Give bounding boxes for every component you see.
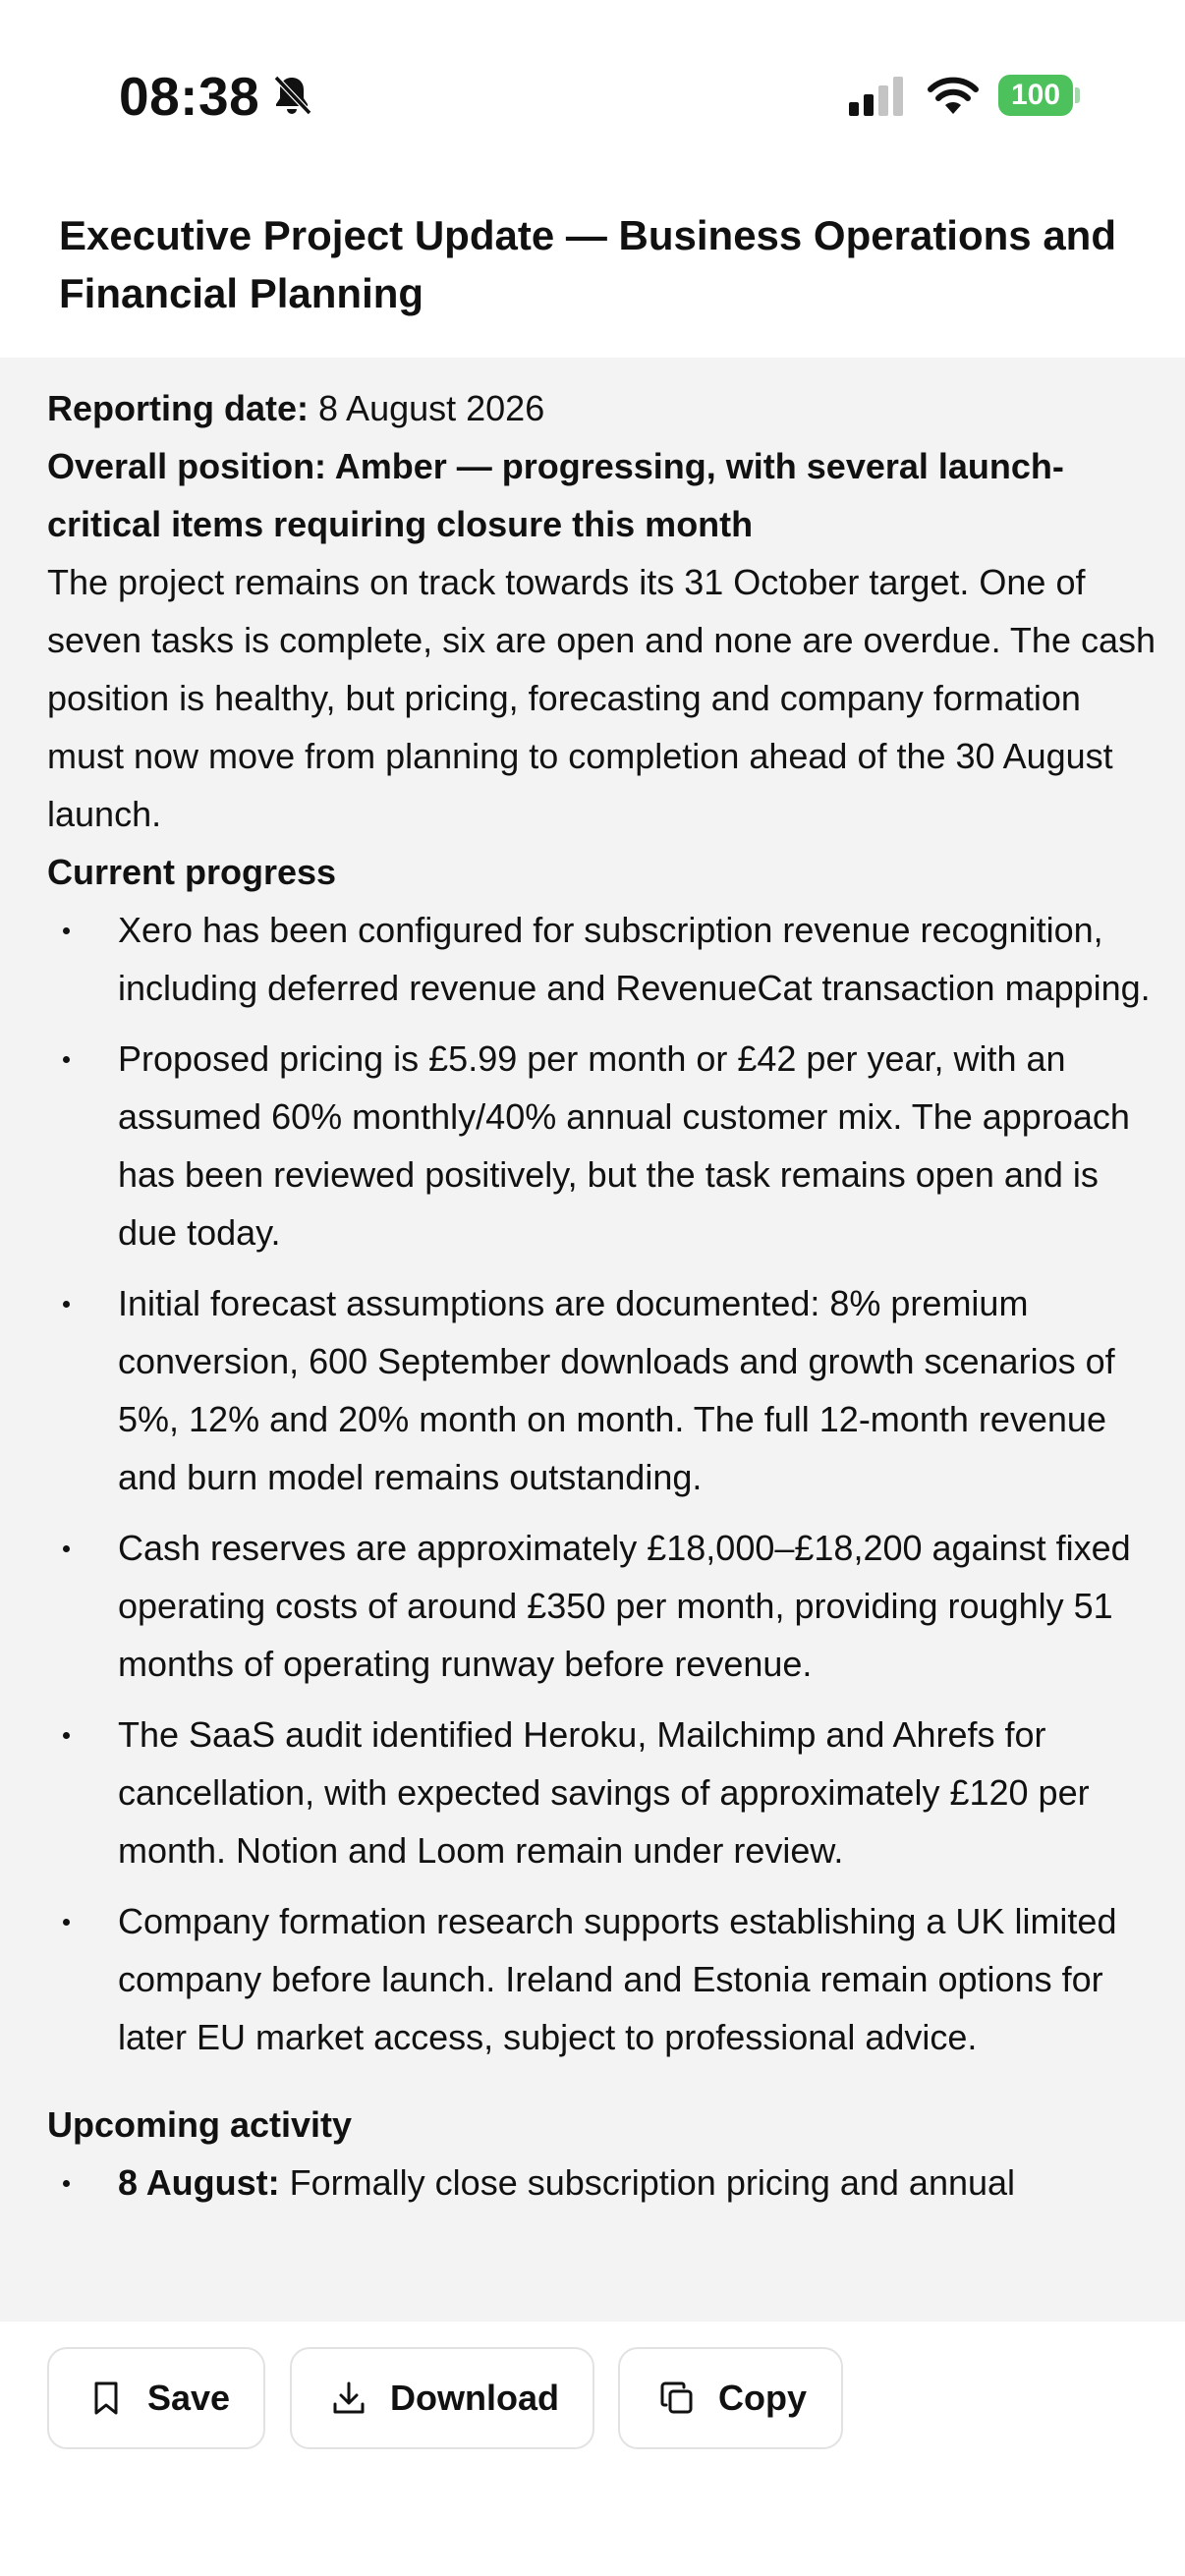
upcoming-date: 8 August: bbox=[118, 2162, 280, 2203]
reporting-date-value: 8 August 2026 bbox=[318, 388, 545, 428]
save-button-label: Save bbox=[147, 2378, 231, 2418]
bottom-toolbar bbox=[0, 2322, 1185, 2576]
bullet-icon bbox=[63, 1301, 70, 1308]
list-item bbox=[47, 901, 1157, 1017]
current-progress-heading: Current progress bbox=[47, 852, 337, 892]
list-item bbox=[47, 1892, 1157, 2066]
overall-position: Overall position: Amber — progressing, with several launch-critical items requiring closure this month bbox=[47, 446, 1064, 544]
bullet-icon bbox=[63, 1056, 70, 1063]
list-item bbox=[47, 1274, 1157, 1506]
bell-slash-icon bbox=[268, 72, 315, 119]
list-item-text: Xero has been configured for subscription revenue recognition, including deferred revenue and RevenueCat transaction mapping. bbox=[118, 910, 1151, 1008]
bookmark-icon bbox=[86, 2379, 126, 2418]
header bbox=[0, 187, 1185, 358]
status-bar bbox=[0, 0, 1185, 187]
list-item bbox=[47, 1519, 1157, 1693]
reporting-date bbox=[47, 379, 1157, 437]
cellular-signal-icon bbox=[849, 77, 908, 116]
report-content[interactable] bbox=[0, 358, 1185, 2322]
current-progress-list bbox=[47, 901, 1157, 2066]
battery-cap bbox=[1075, 87, 1080, 103]
battery-icon bbox=[998, 75, 1081, 116]
bullet-icon bbox=[63, 2180, 70, 2187]
list-item bbox=[47, 1706, 1157, 1879]
save-button[interactable] bbox=[47, 2347, 265, 2449]
upcoming-activity-heading: Upcoming activity bbox=[47, 2104, 353, 2145]
bullet-icon bbox=[63, 927, 70, 934]
list-item-text: Initial forecast assumptions are documented: 8% premium conversion, 600 September downloads and growth scenarios of 5%, 12% and 20% month on month. The full 12-month revenue and burn model remains outstanding. bbox=[118, 1283, 1115, 1497]
list-item bbox=[47, 1030, 1157, 1261]
download-icon bbox=[329, 2379, 368, 2418]
copy-button[interactable] bbox=[618, 2347, 843, 2449]
list-item-text: Formally close subscription pricing and annual bbox=[289, 2162, 1016, 2203]
list-item-text: The SaaS audit identified Heroku, Mailchimp and Ahrefs for cancellation, with expected savings of approximately £120 per month. Notion and Loom remain under review. bbox=[118, 1714, 1090, 1871]
page-title: Executive Project Update — Business Operations and Financial Planning bbox=[59, 212, 1116, 316]
list-item bbox=[47, 2154, 1157, 2212]
reporting-date-label: Reporting date: bbox=[47, 388, 309, 428]
summary-paragraph: The project remains on track towards its 31 October target. One of seven tasks is complete, six are open and none are overdue. The cash position is healthy, but pricing, forecasting and company formation must now move from planning to completion ahead of the 30 August launch. bbox=[47, 562, 1157, 834]
wifi-icon bbox=[927, 75, 980, 116]
download-button-label: Download bbox=[390, 2378, 559, 2418]
download-button[interactable] bbox=[290, 2347, 594, 2449]
status-time: 08:38 bbox=[119, 66, 260, 127]
list-item-text: Proposed pricing is £5.99 per month or £42 per year, with an assumed 60% monthly/40% annual customer mix. The approach has been reviewed positively, but the task remains open and is due today. bbox=[118, 1038, 1130, 1253]
list-item-text: Cash reserves are approximately £18,000–£18,200 against fixed operating costs of around £350 per month, providing roughly 51 months of operating runway before revenue. bbox=[118, 1528, 1131, 1684]
bullet-icon bbox=[63, 1919, 70, 1926]
list-item-text: Company formation research supports establishing a UK limited company before launch. Ireland and Estonia remain options for later EU market access, subject to professional advice. bbox=[118, 1901, 1117, 2057]
bullet-icon bbox=[63, 1545, 70, 1552]
upcoming-activity-list bbox=[47, 2154, 1157, 2212]
report-body bbox=[47, 379, 1157, 2224]
battery-level: 100 bbox=[998, 75, 1073, 116]
copy-button-label: Copy bbox=[718, 2378, 807, 2418]
bullet-icon bbox=[63, 1732, 70, 1739]
copy-icon bbox=[657, 2379, 697, 2418]
